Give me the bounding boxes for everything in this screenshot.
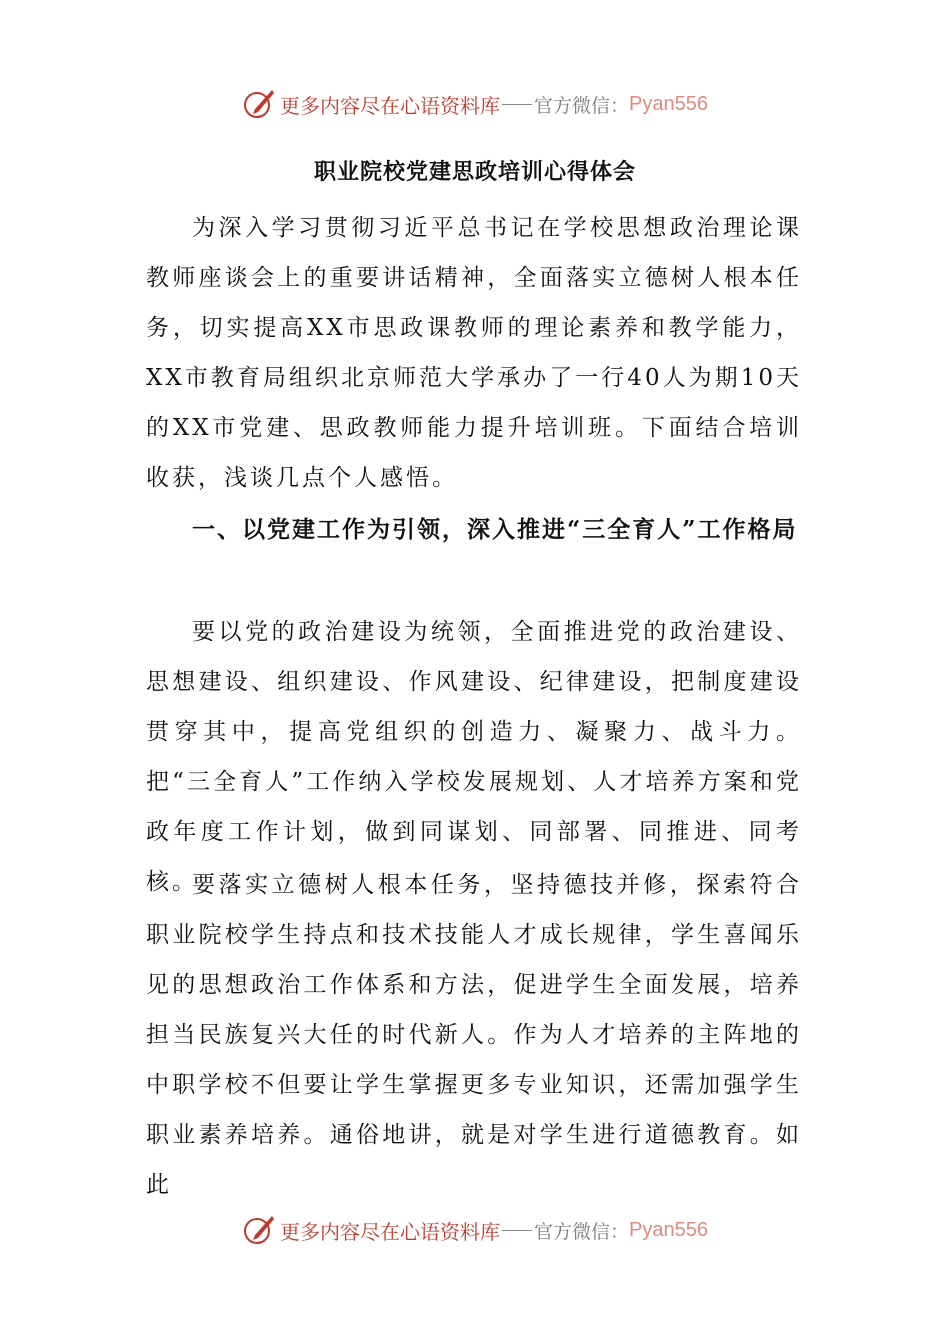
header-watermark-banner	[0, 84, 950, 124]
document-title: 职业院校党建思政培训心得体会	[313, 159, 636, 185]
watermark-divider	[502, 1230, 532, 1231]
quill-logo-icon	[242, 1213, 276, 1247]
watermark-brand-text: 更多内容尽在心语资料库	[280, 1219, 500, 1244]
watermark-brand-text: 更多内容尽在心语资料库	[280, 93, 500, 118]
quill-logo-icon	[242, 87, 276, 121]
paragraph-intro: 为深入学习贯彻习近平总书记在学校思想政治理论课教师座谈会上的重要讲话精神，全面落实立德树人根本任务，切实提高XX市思政课教师的理论素养和教学能力，XX市教育局组织北京师范大学承办了一行40人为期10天的XX市党建、思政教师能力提升培训班。下面结合培训收获，浅谈几点个人感悟。	[146, 215, 802, 491]
section-heading-1: 一、以党建工作为引领，深入推进“三全育人”工作格局	[192, 516, 798, 543]
watermark-contact-label: 官方微信：	[534, 94, 630, 117]
paragraph-moral-education: 要落实立德树人根本任务，坚持德技并修，探索符合职业院校学生持点和技术技能人才成长规律，学生喜闻乐见的思想政治工作体系和方法，促进学生全面发展，培养担当民族复兴大任的时代新人。作为人才培养的主阵地的中职学校不但要让学生掌握更多专业知识，还需加强学生职业素养培养。通俗地讲，就是对学生进行道德教育。如此	[146, 872, 802, 1198]
paragraph-party-building: 要以党的政治建设为统领，全面推进党的政治建设、思想建设、组织建设、作风建设、纪律建设，把制度建设贯穿其中，提高党组织的创造力、凝聚力、战斗力。把“三全育人”工作纳入学校发展规划、人才培养方案和党政年度工作计划，做到同谋划、同部署、同推进、同考核。	[146, 619, 802, 895]
watermark-wechat-handle: Pyan556	[629, 92, 708, 115]
watermark-contact-label: 官方微信：	[534, 1220, 630, 1243]
footer-watermark-banner	[0, 1210, 950, 1250]
watermark-divider	[502, 104, 532, 105]
watermark-wechat-handle: Pyan556	[629, 1218, 708, 1241]
